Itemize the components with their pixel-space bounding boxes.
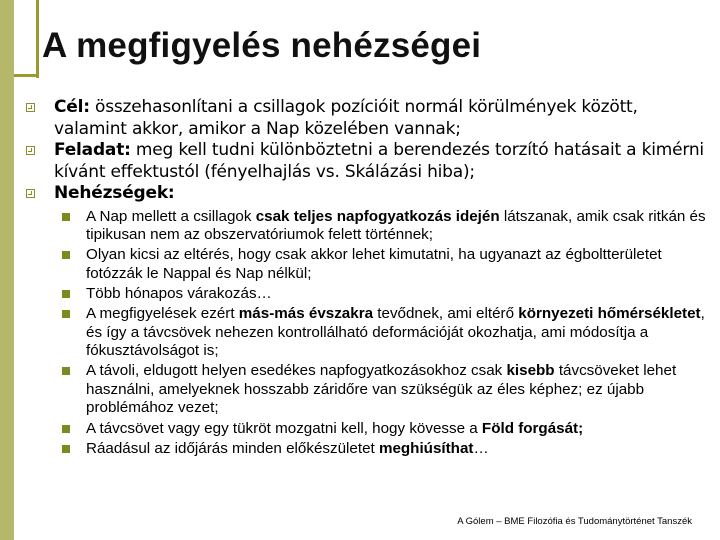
square-bullet-icon [26, 189, 35, 198]
square-bullet-icon [26, 146, 35, 155]
slide-title: A megfigyelés nehézségei [42, 26, 482, 65]
square-bullet-icon [62, 213, 70, 221]
sub-bullet-text: … [473, 439, 489, 457]
sub-bullet-item [26, 362, 706, 418]
sub-bullet-text: A távoli, eldugott helyen esedékes napfogyatkozásokhoz csak [86, 362, 507, 380]
title-underline-accent [14, 74, 36, 77]
sub-bullet-list [26, 208, 706, 459]
sub-bullet-item [26, 420, 706, 439]
emphasized-text: környezeti hőmérsékletet [518, 304, 701, 322]
bullet-text: összehasonlítani a csillagok pozícióit normál körülmények között, valamint akkor, amikor a Nap közelében vannak; [54, 97, 638, 139]
emphasized-text: meghiúsíthat [378, 439, 474, 457]
sub-bullet-text: Több hónapos várakozás… [86, 284, 272, 302]
sub-bullet-item [26, 246, 706, 283]
footer-credit: A Gólem – BME Filozófia és Tudománytörténet Tanszék [457, 516, 692, 527]
emphasized-text: csak teljes napfogyatkozás idején [255, 207, 500, 225]
sub-bullet-item [26, 440, 706, 459]
emphasized-text: más-más évszakra [238, 304, 374, 322]
square-bullet-icon [62, 425, 70, 433]
sub-bullet-item [26, 285, 706, 304]
bullet-item [26, 140, 706, 183]
sub-bullet-item [26, 208, 706, 245]
sub-bullet-text: távcsöveket lehet használni, amelyeknek hosszabb záridőre van szükségük az éles képhez; ez újabb problémához vezet; [86, 362, 677, 417]
square-bullet-icon [62, 367, 70, 375]
bullet-text: meg kell tudni különböztetni a berendezés torzító hatásait a kimérni kívánt effektustól (fényelhajlás vs. Skálázási hiba); [54, 140, 704, 182]
title-vertical-accent [36, 0, 39, 78]
square-bullet-icon [62, 310, 70, 318]
left-sidebar-bar [0, 0, 14, 540]
sub-bullet-text: Olyan kicsi az eltérés, hogy csak akkor lehet kimutatni, ha ugyanazt az égboltterületet fotózzák le Nappal és Nap nélkül; [86, 246, 662, 282]
square-bullet-icon [26, 103, 35, 112]
bullet-item [26, 97, 706, 140]
square-bullet-icon [62, 290, 70, 298]
emphasized-text: Föld forgását; [481, 419, 584, 437]
square-bullet-icon [62, 445, 70, 453]
bullet-label: Cél: [54, 97, 90, 117]
sub-bullet-item [26, 305, 706, 361]
sub-bullet-text: Ráadásul az időjárás minden előkészületet [86, 439, 379, 457]
square-bullet-icon [62, 251, 70, 259]
emphasized-text: kisebb [506, 362, 555, 380]
bullet-item [26, 183, 706, 205]
bullet-label: Nehézségek: [54, 183, 175, 203]
bullet-list [26, 97, 706, 460]
sub-bullet-text: A távcsövet vagy egy tükröt mozgatni kell, hogy kövesse a [86, 419, 482, 437]
sub-bullet-text: látszanak, amik csak ritkán és tipikusan nem az obszervatóriumok felett történnek; [86, 207, 706, 244]
sub-bullet-text: A Nap mellett a csillagok [86, 207, 256, 225]
sub-bullet-text: A megfigyelések ezért [86, 304, 239, 322]
sub-bullet-text: tevődnek, ami eltérő [373, 304, 519, 322]
sub-bullet-text: , és így a távcsövek nehezen kontrollálható deformációját okozhatja, ami módosítja a fókusztávolságot is; [86, 304, 705, 360]
bullet-label: Feladat: [54, 140, 131, 160]
